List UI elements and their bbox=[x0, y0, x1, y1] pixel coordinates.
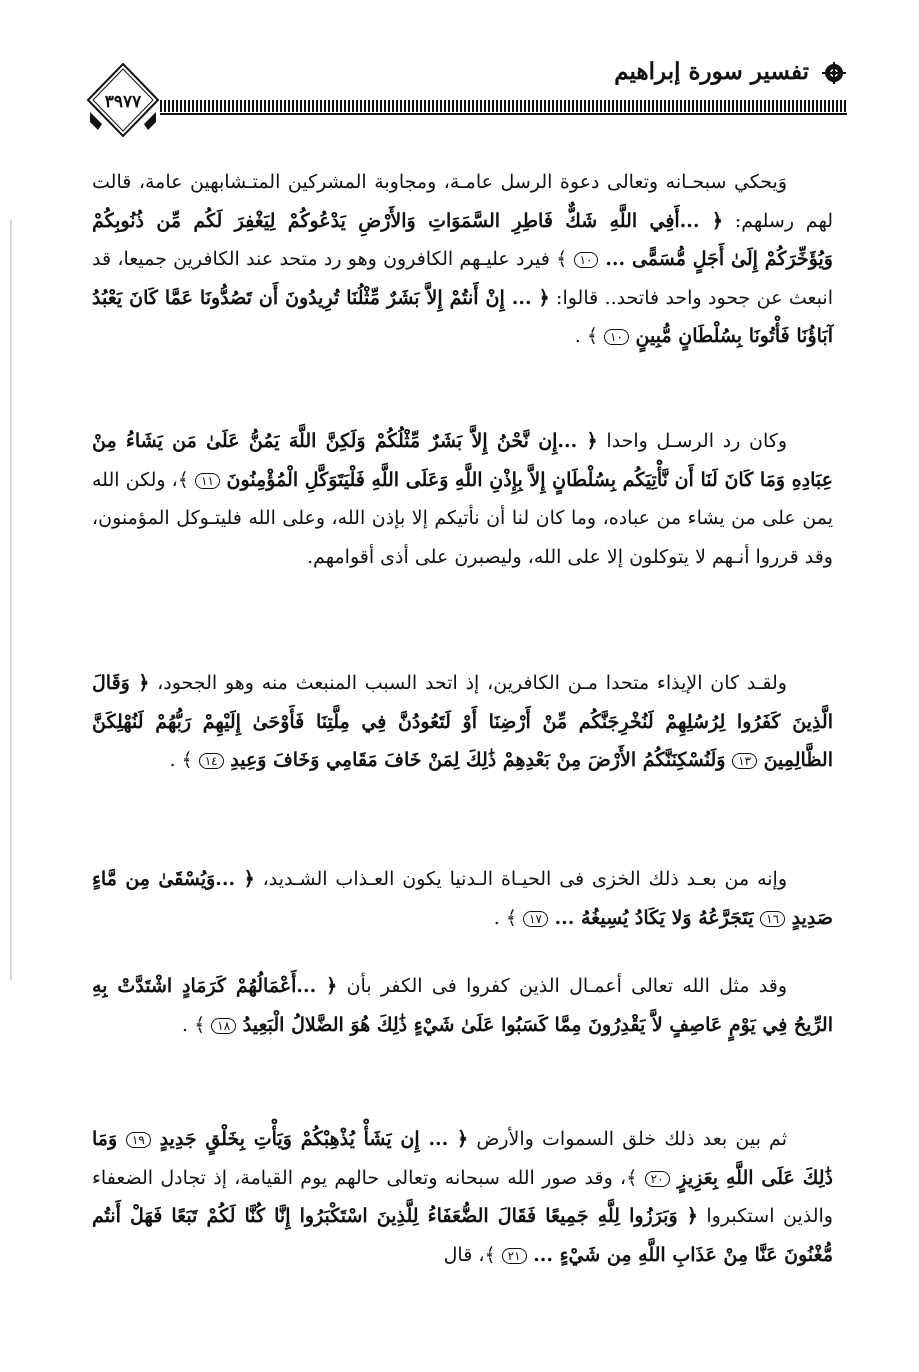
quran-verse-text: ﴿ وَقَالَ الَّذِينَ كَفَرُوا لِرُسُلِهِمْ لَنُخْرِجَنَّكُم مِّنْ أَرْضِنَا أَوْ لَتَعُودُنَّ فِي مِلَّتِنَا فَأَوْحَىٰ إِلَيْهِمْ رَبُّهُمْ لَنُهْلِكَنَّ الظَّالِمِينَ bbox=[92, 672, 833, 771]
quran-verse-text: ﴿ ...أَفِي اللَّهِ شَكٌّ فَاطِرِ السَّمَوَاتِ وَالأَرْضِ يَدْعُوكُمْ لِيَغْفِرَ لَكُم مِّن ذُنُوبِكُمْ وَيُؤَخِّرَكُمْ إِلَىٰ أَجَلٍ مُّسَمًّى ... bbox=[92, 209, 833, 270]
verse-number: ٢٠ bbox=[645, 1171, 670, 1187]
verse-number: ١٠ bbox=[574, 252, 599, 268]
commentary-text: وَيحكي سبحـانه وتعالى دعوة الرسل عامـة، ومجاوبة المشركين المتـشابهين عامة، قالت لهم رسلهم: bbox=[92, 171, 833, 232]
verse-number: ١٤ bbox=[199, 753, 224, 769]
commentary-text: ﴾ فيرد عليـهم الكافرون وهو رد متحد عند الكافرين جميعا، قد انبعث عن جحود واحد فاتحد.. قالوا: bbox=[92, 248, 833, 309]
commentary-text: ولقـد كان الإيذاء متحدا مـن الكافرين، إذ اتحد السبب المنبعث منه وهو الجحود، bbox=[149, 672, 787, 694]
header-rule-line bbox=[160, 113, 847, 115]
paragraph bbox=[92, 1120, 833, 1274]
quran-verse-text: ﴿ ...أَعْمَالُهُمْ كَرَمَادٍ اشْتَدَّتْ بِهِ الرِّيحُ فِي يَوْمٍ عَاصِفٍ لاَّ يَقْدِرُونَ مِمَّا كَسَبُوا عَلَىٰ شَيْءٍ ذَٰلِكَ هُوَ الضَّلالُ الْبَعِيدُ bbox=[92, 975, 833, 1036]
verse-number: ١١ bbox=[195, 473, 220, 489]
verse-number: ١٠ bbox=[604, 329, 629, 345]
quran-verse-text: ﴿ ...إِن نَّحْنُ إِلاَّ بَشَرٌ مِّثْلُكُمْ وَلَكِنَّ اللَّهَ يَمُنُّ عَلَىٰ مَن يَشَاءُ مِنْ عِبَادِهِ وَمَا كَانَ لَنَا أَن نَّأْتِيَكُم بِسُلْطَانٍ إِلاَّ بِإِذْنِ اللَّهِ وَعَلَى اللَّهِ فَلْيَتَوَكَّلِ الْمُؤْمِنُونَ bbox=[92, 430, 833, 491]
verse-number: ٢١ bbox=[502, 1248, 527, 1264]
verse-number: ١٩ bbox=[126, 1132, 151, 1148]
quran-verse-text: ﴿ ...وَيُسْقَىٰ مِن مَّاءٍ صَدِيدٍ bbox=[92, 868, 833, 929]
verse-number: ١٣ bbox=[732, 753, 757, 769]
page-header-title: تفسير سورة إبراهيم bbox=[614, 58, 809, 85]
verse-number: ١٦ bbox=[760, 911, 785, 927]
commentary-text: ﴾ . bbox=[182, 1013, 212, 1036]
commentary-text: ﴾، قال bbox=[443, 1243, 502, 1266]
commentary-text: ثم بين بعد ذلك خلق السموات والأرض bbox=[468, 1128, 787, 1150]
commentary-text: ﴾ . bbox=[169, 749, 199, 771]
paragraph bbox=[92, 422, 833, 576]
verse-number: ١٧ bbox=[523, 911, 548, 927]
quran-verse-text: يَتَجَرَّعُهُ وَلا يَكَادُ يُسِيغُهُ ... bbox=[547, 906, 761, 929]
header-rule bbox=[160, 100, 847, 112]
commentary-text: ﴾، ولكن الله يمن على من يشاء من عباده، وما كان لنا أن نأتيكم إلا بإذن الله، وعلى الله فليتـوكل المؤمنون، وقد قرروا أنـهم لا يتوكلون إلا على الله، وليصبرن على أذى أقوامهم. bbox=[92, 468, 833, 568]
page-number: ٣٩٧٧ bbox=[104, 92, 142, 112]
quran-verse-text: ﴿ ... إِنْ أَنتُمْ إِلاَّ بَشَرٌ مِّثْلُنَا تُرِيدُونَ أَن تَصُدُّونَا عَمَّا كَانَ يَعْبُدُ آبَاؤُنَا فَأْتُونَا بِسُلْطَانٍ مُّبِينٍ bbox=[92, 286, 833, 347]
commentary-text: ﴾ . bbox=[574, 325, 605, 347]
quran-verse-text: ﴿ وَبَرَزُوا لِلَّهِ جَمِيعًا فَقَالَ الضُّعَفَاءُ لِلَّذِينَ اسْتَكْبَرُوا إِنَّا كُنَّا لَكُمْ تَبَعًا فَهَلْ أَنتُم مُّغْنُونَ عَنَّا مِنْ عَذَابِ اللَّهِ مِن شَيْءٍ ... bbox=[92, 1205, 833, 1266]
quran-verse-text: ﴿ ... إِن يَشَأْ يُذْهِبْكُمْ وَيَأْتِ بِخَلْقٍ جَدِيدٍ bbox=[150, 1128, 469, 1150]
commentary-text: ﴾، وقد صور الله سبحانه وتعالى حالهم يوم القيامة، إذ تجادل الضعفاء والذين استكبروا bbox=[92, 1166, 833, 1227]
commentary-text: وقد مثل الله تعالى أعمـال الذين كفروا فى الكفر بأن bbox=[337, 975, 787, 997]
paragraph bbox=[92, 860, 833, 937]
quran-verse-text: وَلَنُسْكِنَنَّكُمُ الأَرْضَ مِنْ بَعْدِهِمْ ذَٰلِكَ لِمَنْ خَافَ مَقَامِي وَخَافَ وَعِيدِ bbox=[223, 749, 733, 771]
quran-verse-text: وَمَا ذَٰلِكَ عَلَى اللَّهِ بِعَزِيزٍ bbox=[92, 1128, 833, 1189]
page-edge-shadow bbox=[10, 220, 12, 980]
commentary-text: ﴾ . bbox=[493, 906, 524, 929]
paragraph bbox=[92, 664, 833, 780]
commentary-text: وإنه من بعـد ذلك الخزى فى الحيـاة الـدنيا يكون العـذاب الشـديد، bbox=[254, 868, 787, 890]
paragraph bbox=[92, 163, 833, 356]
flower-ornament-icon bbox=[821, 62, 847, 84]
verse-number: ١٨ bbox=[211, 1018, 236, 1034]
commentary-text: وكان رد الرسـل واحدا bbox=[597, 430, 787, 452]
paragraph bbox=[92, 967, 833, 1044]
